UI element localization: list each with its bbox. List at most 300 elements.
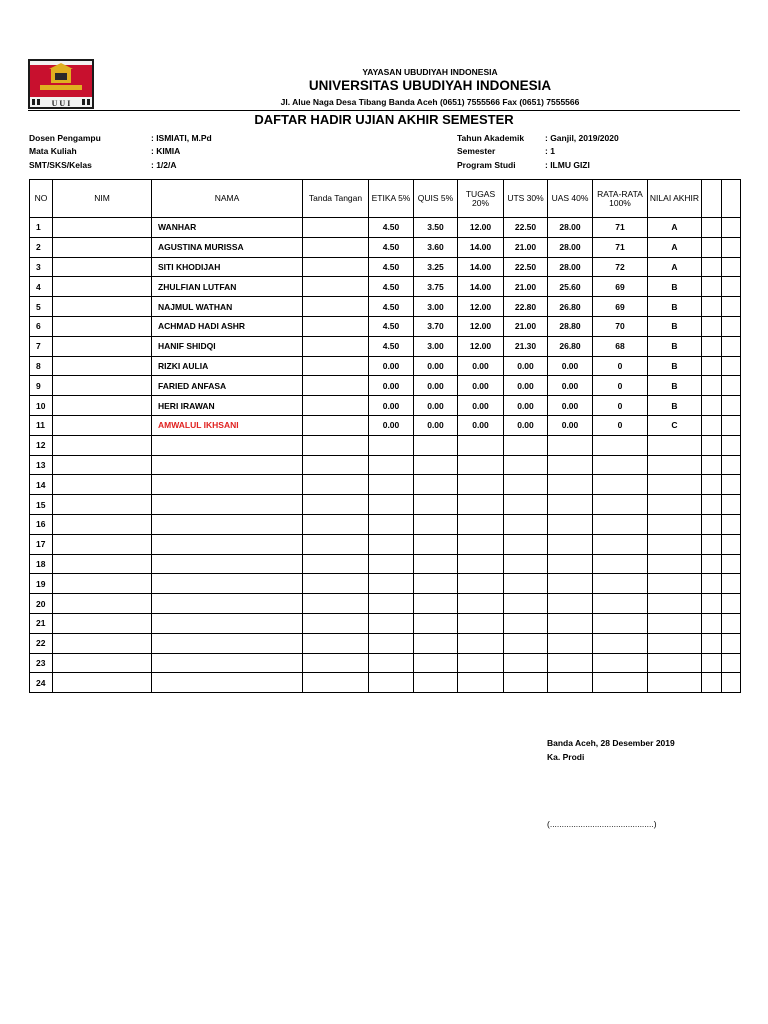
cell-tanda-tangan [303, 594, 369, 614]
cell-tanda-tangan [303, 475, 369, 495]
col-header-nim: NIM [53, 180, 152, 218]
table-row [30, 376, 741, 396]
cell-no: 3 [30, 257, 53, 277]
university-address: Jl. Alue Naga Desa Tibang Banda Aceh (0651) 7555566 Fax (0651) 7555566 [280, 97, 580, 107]
cell-quis: 3.50 [414, 218, 458, 238]
cell-rata-rata [593, 613, 648, 633]
cell-nama [152, 594, 303, 614]
cell-nilai-akhir: B [648, 277, 702, 297]
cell-blank-2 [722, 574, 741, 594]
cell-blank-1 [702, 554, 722, 574]
cell-nilai-akhir: B [648, 316, 702, 336]
cell-uts: 22.50 [504, 257, 548, 277]
cell-blank-2 [722, 316, 741, 336]
cell-uas [548, 574, 593, 594]
cell-tugas [458, 534, 504, 554]
cell-blank-2 [722, 613, 741, 633]
cell-nama [152, 455, 303, 475]
cell-etika [369, 574, 414, 594]
table-row [30, 257, 741, 277]
cell-blank-2 [722, 277, 741, 297]
cell-tanda-tangan [303, 257, 369, 277]
cell-quis [414, 673, 458, 693]
university-name: UNIVERSITAS UBUDIYAH INDONESIA [308, 78, 552, 93]
cell-nama [152, 554, 303, 574]
matkul-value: : KIMIA [151, 146, 181, 156]
cell-blank-1 [702, 574, 722, 594]
cell-uts: 0.00 [504, 415, 548, 435]
cell-no: 2 [30, 237, 53, 257]
document-title: DAFTAR HADIR UJIAN AKHIR SEMESTER [254, 112, 514, 127]
cell-quis [414, 534, 458, 554]
semester-label: Semester [457, 146, 496, 156]
cell-quis [414, 554, 458, 574]
cell-nama [152, 435, 303, 455]
cell-blank-2 [722, 218, 741, 238]
cell-uts [504, 514, 548, 534]
cell-uts: 21.00 [504, 237, 548, 257]
prodi-label: Program Studi [457, 160, 516, 170]
cell-uas [548, 613, 593, 633]
cell-quis: 3.00 [414, 336, 458, 356]
cell-no: 20 [30, 594, 53, 614]
cell-rata-rata [593, 633, 648, 653]
cell-tugas: 0.00 [458, 396, 504, 416]
cell-tugas [458, 475, 504, 495]
cell-no: 12 [30, 435, 53, 455]
cell-nim [53, 574, 152, 594]
cell-nilai-akhir: C [648, 415, 702, 435]
cell-no: 16 [30, 514, 53, 534]
table-row [30, 415, 741, 435]
table-row [30, 396, 741, 416]
cell-nama: SITI KHODIJAH [152, 257, 303, 277]
cell-uas [548, 534, 593, 554]
cell-nilai-akhir [648, 633, 702, 653]
cell-blank-1 [702, 455, 722, 475]
cell-nama: AMWALUL IKHSANI [152, 415, 303, 435]
table-row [30, 218, 741, 238]
cell-tugas [458, 554, 504, 574]
col-header-nama: NAMA [152, 180, 303, 218]
cell-tugas: 0.00 [458, 356, 504, 376]
cell-rata-rata [593, 574, 648, 594]
cell-nim [53, 633, 152, 653]
col-header-etika: ETIKA 5% [369, 180, 414, 218]
table-row [30, 633, 741, 653]
cell-blank-2 [722, 415, 741, 435]
cell-etika [369, 633, 414, 653]
cell-quis [414, 653, 458, 673]
smt-label: SMT/SKS/Kelas [29, 160, 92, 170]
col-header-uas: UAS 40% [548, 180, 593, 218]
col-header-blank-1 [702, 180, 722, 218]
table-row [30, 673, 741, 693]
cell-quis: 0.00 [414, 415, 458, 435]
cell-uts [504, 574, 548, 594]
cell-rata-rata [593, 554, 648, 574]
cell-uts [504, 475, 548, 495]
col-header-no: NO [30, 180, 53, 218]
cell-tanda-tangan [303, 415, 369, 435]
cell-tanda-tangan [303, 376, 369, 396]
cell-tugas [458, 514, 504, 534]
foundation-name: YAYASAN UBUDIYAH INDONESIA [362, 67, 498, 77]
cell-blank-1 [702, 277, 722, 297]
cell-etika [369, 554, 414, 574]
cell-nim [53, 237, 152, 257]
cell-blank-2 [722, 653, 741, 673]
cell-quis: 0.00 [414, 376, 458, 396]
cell-tanda-tangan [303, 653, 369, 673]
cell-nama [152, 633, 303, 653]
cell-quis [414, 514, 458, 534]
cell-quis [414, 475, 458, 495]
cell-uas [548, 495, 593, 515]
cell-nama: ACHMAD HADI ASHR [152, 316, 303, 336]
cell-tanda-tangan [303, 277, 369, 297]
cell-blank-2 [722, 673, 741, 693]
cell-blank-1 [702, 495, 722, 515]
cell-nama: FARIED ANFASA [152, 376, 303, 396]
cell-uas: 28.00 [548, 218, 593, 238]
cell-etika: 0.00 [369, 356, 414, 376]
cell-etika [369, 455, 414, 475]
cell-blank-2 [722, 455, 741, 475]
cell-uts: 0.00 [504, 396, 548, 416]
cell-no: 8 [30, 356, 53, 376]
cell-no: 5 [30, 297, 53, 317]
cell-rata-rata [593, 435, 648, 455]
cell-tugas [458, 673, 504, 693]
cell-tugas: 0.00 [458, 376, 504, 396]
cell-etika [369, 435, 414, 455]
cell-nim [53, 653, 152, 673]
cell-tugas [458, 574, 504, 594]
cell-uas [548, 455, 593, 475]
smt-value: : 1/2/A [151, 160, 177, 170]
cell-blank-2 [722, 237, 741, 257]
cell-etika: 4.50 [369, 336, 414, 356]
cell-nim [53, 376, 152, 396]
cell-nim [53, 475, 152, 495]
header-divider [28, 110, 740, 111]
cell-tugas: 12.00 [458, 297, 504, 317]
cell-tanda-tangan [303, 297, 369, 317]
cell-etika: 0.00 [369, 415, 414, 435]
cell-quis [414, 455, 458, 475]
cell-rata-rata [593, 514, 648, 534]
cell-uts [504, 554, 548, 574]
cell-nim [53, 455, 152, 475]
cell-etika [369, 653, 414, 673]
cell-tugas: 14.00 [458, 277, 504, 297]
table-row [30, 455, 741, 475]
cell-rata-rata [593, 594, 648, 614]
cell-nilai-akhir [648, 594, 702, 614]
signature-blank: (............................................) [547, 819, 657, 829]
cell-no: 14 [30, 475, 53, 495]
cell-nilai-akhir: A [648, 218, 702, 238]
cell-uts [504, 653, 548, 673]
cell-rata-rata: 71 [593, 237, 648, 257]
cell-uts: 0.00 [504, 356, 548, 376]
cell-uts [504, 633, 548, 653]
cell-nama: RIZKI AULIA [152, 356, 303, 376]
col-header-tanda-tangan: Tanda Tangan [303, 180, 369, 218]
university-logo [28, 59, 94, 109]
cell-tanda-tangan [303, 316, 369, 336]
prodi-value: : ILMU GIZI [545, 160, 590, 170]
cell-uts: 21.00 [504, 316, 548, 336]
cell-nilai-akhir [648, 455, 702, 475]
cell-blank-2 [722, 435, 741, 455]
cell-nim [53, 316, 152, 336]
tahun-value: : Ganjil, 2019/2020 [545, 133, 619, 143]
cell-tanda-tangan [303, 673, 369, 693]
cell-rata-rata: 70 [593, 316, 648, 336]
col-header-quis: QUIS 5% [414, 180, 458, 218]
table-row [30, 574, 741, 594]
cell-tugas [458, 633, 504, 653]
cell-etika: 4.50 [369, 218, 414, 238]
cell-blank-2 [722, 376, 741, 396]
cell-rata-rata: 71 [593, 218, 648, 238]
cell-uas: 28.00 [548, 257, 593, 277]
cell-blank-1 [702, 218, 722, 238]
cell-nim [53, 594, 152, 614]
cell-nama [152, 475, 303, 495]
cell-blank-2 [722, 495, 741, 515]
cell-uas: 26.80 [548, 336, 593, 356]
cell-nama [152, 534, 303, 554]
cell-uts [504, 455, 548, 475]
cell-nama [152, 574, 303, 594]
cell-nama: WANHAR [152, 218, 303, 238]
cell-tanda-tangan [303, 336, 369, 356]
cell-tugas: 0.00 [458, 415, 504, 435]
cell-rata-rata: 0 [593, 376, 648, 396]
cell-no: 18 [30, 554, 53, 574]
cell-blank-2 [722, 554, 741, 574]
cell-rata-rata [593, 455, 648, 475]
cell-nilai-akhir [648, 673, 702, 693]
cell-tugas [458, 594, 504, 614]
cell-no: 23 [30, 653, 53, 673]
cell-quis: 3.75 [414, 277, 458, 297]
cell-quis [414, 594, 458, 614]
col-header-uts: UTS 30% [504, 180, 548, 218]
cell-uts [504, 673, 548, 693]
cell-tanda-tangan [303, 514, 369, 534]
cell-no: 6 [30, 316, 53, 336]
dosen-value: : ISMIATI, M.Pd [151, 133, 212, 143]
cell-blank-2 [722, 356, 741, 376]
table-row [30, 594, 741, 614]
matkul-label: Mata Kuliah [29, 146, 77, 156]
cell-uas [548, 554, 593, 574]
cell-uas: 28.80 [548, 316, 593, 336]
cell-rata-rata: 0 [593, 415, 648, 435]
cell-uts [504, 534, 548, 554]
cell-blank-1 [702, 613, 722, 633]
cell-etika [369, 613, 414, 633]
logo-text: U U I [51, 99, 71, 108]
cell-nim [53, 257, 152, 277]
table-row [30, 336, 741, 356]
cell-quis: 3.25 [414, 257, 458, 277]
table-row [30, 613, 741, 633]
cell-tugas [458, 455, 504, 475]
cell-uas: 26.80 [548, 297, 593, 317]
cell-no: 1 [30, 218, 53, 238]
cell-uts [504, 435, 548, 455]
cell-etika [369, 514, 414, 534]
cell-uas [548, 633, 593, 653]
table-row [30, 554, 741, 574]
cell-blank-1 [702, 514, 722, 534]
signature-place-date: Banda Aceh, 28 Desember 2019 [547, 738, 675, 748]
cell-tanda-tangan [303, 237, 369, 257]
cell-etika: 4.50 [369, 316, 414, 336]
cell-tanda-tangan [303, 613, 369, 633]
cell-quis: 3.70 [414, 316, 458, 336]
cell-tugas: 12.00 [458, 218, 504, 238]
cell-blank-1 [702, 435, 722, 455]
cell-quis: 0.00 [414, 356, 458, 376]
cell-nama [152, 673, 303, 693]
cell-nim [53, 415, 152, 435]
cell-nama: AGUSTINA MURISSA [152, 237, 303, 257]
cell-nilai-akhir [648, 514, 702, 534]
attendance-table [29, 179, 741, 693]
cell-blank-1 [702, 237, 722, 257]
tahun-label: Tahun Akademik [457, 133, 525, 143]
cell-tugas [458, 495, 504, 515]
cell-nim [53, 218, 152, 238]
cell-blank-1 [702, 594, 722, 614]
cell-blank-2 [722, 475, 741, 495]
cell-etika [369, 673, 414, 693]
cell-tanda-tangan [303, 218, 369, 238]
cell-etika: 4.50 [369, 257, 414, 277]
cell-rata-rata [593, 653, 648, 673]
cell-blank-1 [702, 356, 722, 376]
dosen-label: Dosen Pengampu [29, 133, 101, 143]
cell-rata-rata: 0 [593, 396, 648, 416]
cell-uas: 25.60 [548, 277, 593, 297]
cell-tugas [458, 435, 504, 455]
cell-nim [53, 277, 152, 297]
cell-nama: HERI IRAWAN [152, 396, 303, 416]
cell-quis: 3.60 [414, 237, 458, 257]
cell-nama [152, 495, 303, 515]
cell-no: 17 [30, 534, 53, 554]
cell-rata-rata: 69 [593, 277, 648, 297]
table-row [30, 356, 741, 376]
cell-blank-1 [702, 297, 722, 317]
cell-tugas: 12.00 [458, 316, 504, 336]
table-row [30, 435, 741, 455]
cell-uts [504, 594, 548, 614]
cell-nim [53, 356, 152, 376]
cell-nim [53, 297, 152, 317]
cell-no: 22 [30, 633, 53, 653]
table-row [30, 237, 741, 257]
cell-uts: 21.00 [504, 277, 548, 297]
cell-blank-1 [702, 475, 722, 495]
cell-rata-rata: 68 [593, 336, 648, 356]
cell-uas [548, 475, 593, 495]
cell-blank-2 [722, 257, 741, 277]
cell-nilai-akhir: B [648, 356, 702, 376]
cell-blank-1 [702, 633, 722, 653]
cell-nilai-akhir: B [648, 396, 702, 416]
cell-etika [369, 495, 414, 515]
cell-rata-rata: 69 [593, 297, 648, 317]
cell-rata-rata [593, 534, 648, 554]
cell-rata-rata [593, 495, 648, 515]
table-row [30, 514, 741, 534]
cell-blank-2 [722, 633, 741, 653]
cell-nim [53, 554, 152, 574]
cell-uts: 22.50 [504, 218, 548, 238]
cell-nilai-akhir [648, 613, 702, 633]
cell-nilai-akhir [648, 653, 702, 673]
cell-nim [53, 396, 152, 416]
cell-etika [369, 534, 414, 554]
cell-tanda-tangan [303, 435, 369, 455]
cell-blank-2 [722, 396, 741, 416]
cell-etika: 0.00 [369, 376, 414, 396]
table-row [30, 495, 741, 515]
col-header-tugas: TUGAS 20% [458, 180, 504, 218]
cell-uts: 21.30 [504, 336, 548, 356]
cell-quis [414, 633, 458, 653]
cell-rata-rata: 72 [593, 257, 648, 277]
cell-nim [53, 336, 152, 356]
cell-uts [504, 495, 548, 515]
cell-uas [548, 653, 593, 673]
table-row [30, 316, 741, 336]
cell-nama [152, 653, 303, 673]
table-row [30, 297, 741, 317]
cell-tugas: 12.00 [458, 336, 504, 356]
cell-nilai-akhir: B [648, 297, 702, 317]
cell-quis [414, 495, 458, 515]
cell-quis [414, 435, 458, 455]
cell-quis [414, 613, 458, 633]
table-row [30, 653, 741, 673]
cell-uas: 0.00 [548, 396, 593, 416]
cell-no: 24 [30, 673, 53, 693]
cell-blank-1 [702, 336, 722, 356]
table-row [30, 534, 741, 554]
table-header-row [30, 180, 741, 218]
cell-tanda-tangan [303, 396, 369, 416]
cell-uts: 0.00 [504, 376, 548, 396]
semester-value: : 1 [545, 146, 555, 156]
cell-uas [548, 673, 593, 693]
cell-no: 9 [30, 376, 53, 396]
cell-no: 11 [30, 415, 53, 435]
cell-nama [152, 613, 303, 633]
cell-blank-1 [702, 257, 722, 277]
cell-nilai-akhir: B [648, 376, 702, 396]
cell-tanda-tangan [303, 574, 369, 594]
table-row [30, 475, 741, 495]
cell-tanda-tangan [303, 356, 369, 376]
